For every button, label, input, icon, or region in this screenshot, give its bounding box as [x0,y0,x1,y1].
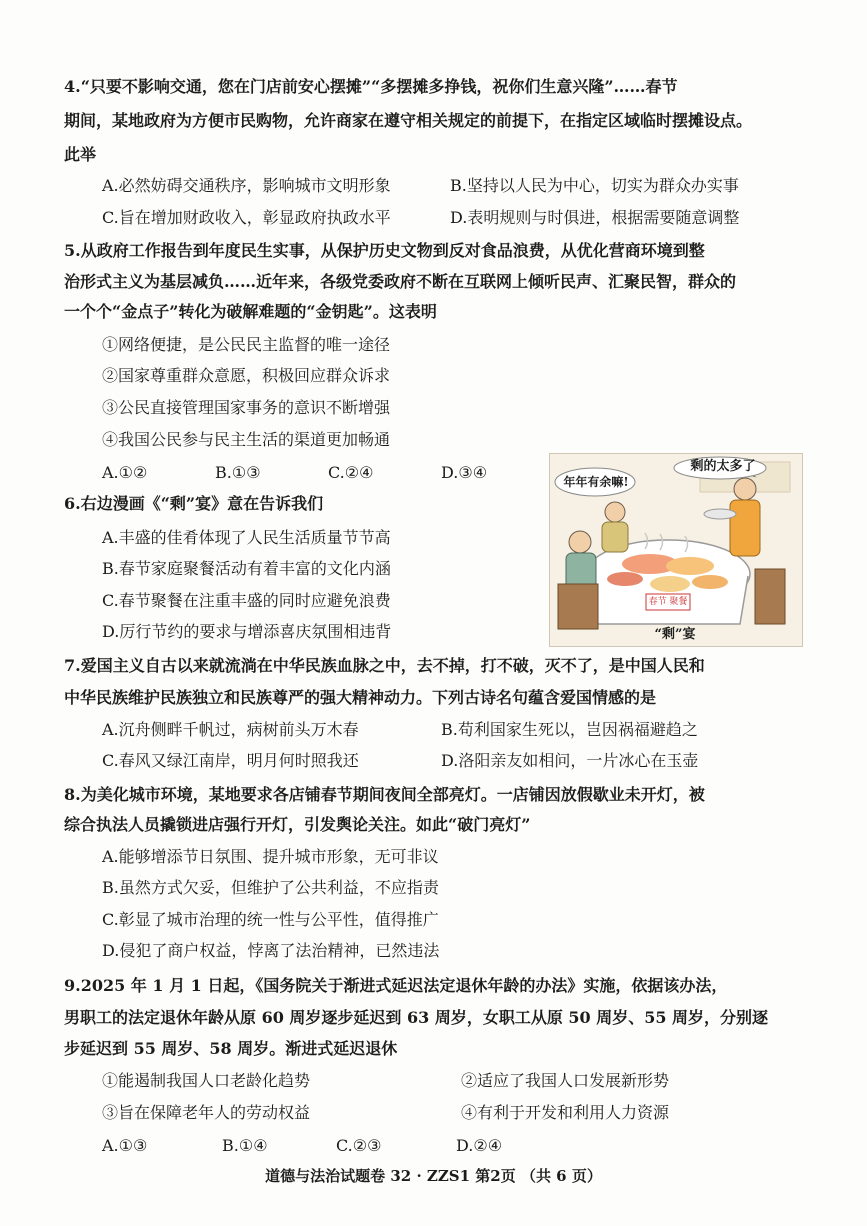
q9-stem-line1: 9.2025 年 1 月 1 日起，《国务院关于渐进式延迟法定退休年龄的办法》实施，依据该办法， [64,976,728,995]
q6-stem: 6.右边漫画《“剩”宴》意在告诉我们 [64,494,324,513]
q4-option-d: D.表明规则与时俱进，根据需要随意调整 [450,208,740,227]
q8-option-c: C.彰显了城市治理的统一性与公平性，值得推广 [102,910,439,929]
q7-option-a: A.沉舟侧畔千帆过，病树前头万木春 [102,720,359,739]
q6-option-b: B.春节家庭聚餐活动有着丰富的文化内涵 [102,559,391,578]
q8-option-d: D.侵犯了商户权益，悖离了法治精神，已然违法 [102,941,440,960]
q5-stem-line2: 治形式主义为基层减负……近年来，各级党委政府不断在互联网上倾听民声、汇聚民智，群众的 [64,272,737,291]
page-footer: 道德与法治试题卷 32 · ZZS1 第2页 （共 6 页） [265,1167,602,1185]
q9-option-c: C.②③ [336,1136,382,1155]
q9-item-2: ②适应了我国人口发展新形势 [461,1071,670,1090]
q9-stem-line3: 步延迟到 55 周岁、58 周岁。渐进式延迟退休 [64,1039,398,1058]
q7-stem-line1: 7.爱国主义自古以来就流淌在中华民族血脉之中，去不掉，打不破，灭不了，是中国人民和 [64,656,705,675]
q9-item-1: ①能遏制我国人口老龄化趋势 [102,1071,311,1090]
q5-item-1: ①网络便捷，是公民民主监督的唯一途径 [102,335,391,354]
cartoon-bubble-right: 剩的太多了 [690,459,756,474]
q9-option-a: A.①③ [102,1136,148,1155]
q9-option-b: B.①④ [222,1136,268,1155]
cartoon-table-label: 春节 聚餐 [648,597,688,607]
q8-stem-line2: 综合执法人员撬锁进店强行开灯，引发舆论关注。如此“破门亮灯” [64,815,531,834]
q5-item-4: ④我国公民参与民主生活的渠道更加畅通 [102,430,391,449]
q4-stem-line1: 4.“只要不影响交通，您在门店前安心摆摊”“多摆摊多挣钱，祝你们生意兴隆”……春节 [64,77,678,96]
q5-option-a: A.①② [102,463,148,482]
q5-item-2: ②国家尊重群众意愿，积极回应群众诉求 [102,366,391,385]
q6-option-a: A.丰盛的佳肴体现了人民生活质量节节高 [102,528,391,547]
q5-option-c: C.②④ [328,463,374,482]
q8-option-b: B.虽然方式欠妥，但维护了公共利益，不应指责 [102,878,439,897]
q8-option-a: A.能够增添节日氛围、提升城市形象，无可非议 [102,847,439,866]
q5-option-b: B.①③ [215,463,261,482]
q9-item-4: ④有利于开发和利用人力资源 [461,1103,670,1122]
q9-item-3: ③旨在保障老年人的劳动权益 [102,1103,311,1122]
q4-stem-line2: 期间，某地政府为方便市民购物，允许商家在遵守相关规定的前提下，在指定区域临时摆摊设点。 [64,111,753,130]
q9-stem-line2: 男职工的法定退休年龄从原 60 周岁逐步延迟到 63 周岁，女职工从原 50 周岁、55 周岁，分别逐 [64,1008,769,1027]
q5-option-d: D.③④ [441,463,488,482]
cartoon-caption: “剩”宴 [654,627,696,642]
q4-option-a: A.必然妨碍交通秩序，影响城市文明形象 [102,176,391,195]
q5-stem-line3: 一个个“金点子”转化为破解难题的“金钥匙”。这表明 [64,302,437,321]
cartoon-bubble-left: 年年有余嘛! [563,475,629,489]
q6-option-d: D.厉行节约的要求与增添喜庆氛围相违背 [102,622,392,641]
q4-option-b: B.坚持以人民为中心，切实为群众办实事 [450,176,739,195]
q6-option-c: C.春节聚餐在注重丰盛的同时应避免浪费 [102,591,391,610]
q7-option-d: D.洛阳亲友如相问，一片冰心在玉壶 [441,751,699,770]
cartoon-image [549,453,803,647]
q5-item-3: ③公民直接管理国家事务的意识不断增强 [102,398,391,417]
q7-stem-line2: 中华民族维护民族独立和民族尊严的强大精神动力。下列古诗名句蕴含爱国情感的是 [64,688,657,707]
q4-stem-line3: 此举 [64,145,97,164]
q9-option-d: D.②④ [456,1136,503,1155]
q4-option-c: C.旨在增加财政收入，彰显政府执政水平 [102,208,391,227]
q5-stem-line1: 5.从政府工作报告到年度民生实事，从保护历史文物到反对食品浪费，从优化营商环境到整 [64,241,705,260]
q7-option-b: B.苟利国家生死以，岂因祸福避趋之 [441,720,698,739]
q8-stem-line1: 8.为美化城市环境，某地要求各店铺春节期间夜间全部亮灯。一店铺因放假歇业未开灯，被 [64,785,705,804]
q7-option-c: C.春风又绿江南岸，明月何时照我还 [102,751,359,770]
